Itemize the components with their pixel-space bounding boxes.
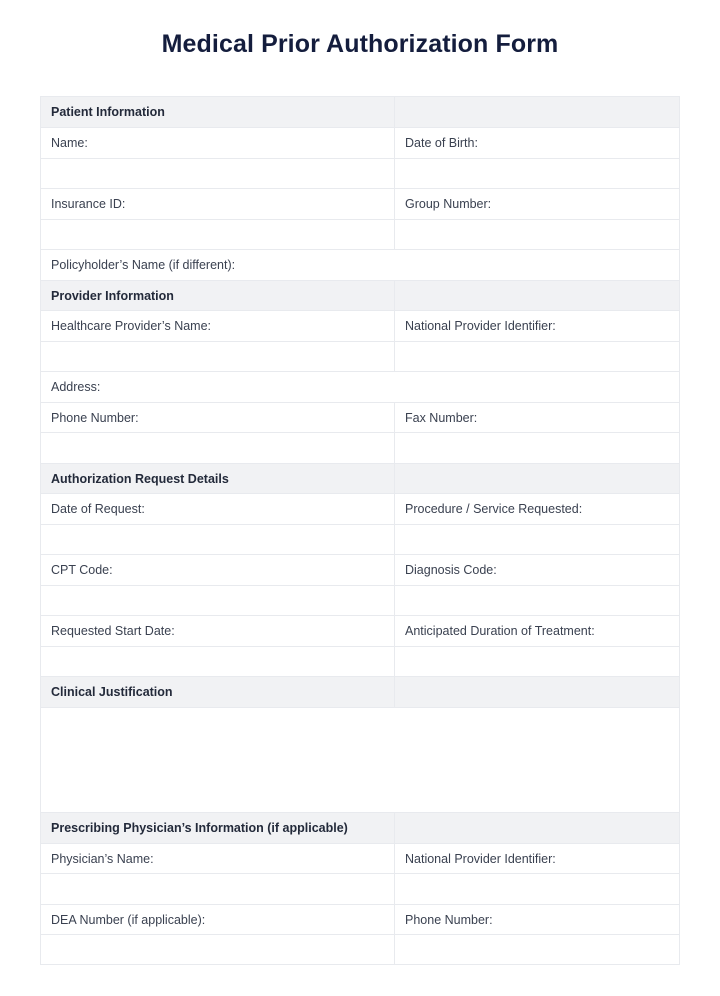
section-header-blank — [395, 813, 680, 844]
label-row — [41, 494, 680, 525]
label-dea-number: DEA Number (if applicable): — [41, 905, 395, 935]
label-insurance-id: Insurance ID: — [41, 189, 395, 220]
input-row — [41, 586, 680, 616]
label-address: Address: — [41, 372, 680, 403]
physician-name-field[interactable] — [41, 874, 395, 905]
input-row — [41, 342, 680, 372]
label-physician-phone: Phone Number: — [395, 905, 680, 935]
label-physician-name: Physician’s Name: — [41, 844, 395, 874]
section-header-physician — [41, 813, 680, 844]
label-row — [41, 555, 680, 586]
group-number-field[interactable] — [395, 220, 680, 250]
section-title-clinical: Clinical Justification — [41, 677, 395, 708]
form-title: Medical Prior Authorization Form — [161, 30, 559, 58]
label-row — [41, 372, 680, 403]
requested-start-date-field[interactable] — [41, 647, 395, 677]
section-header-blank — [395, 677, 680, 708]
label-provider-name: Healthcare Provider’s Name: — [41, 311, 395, 342]
date-of-request-field[interactable] — [41, 525, 395, 555]
physician-phone-field[interactable] — [395, 935, 680, 965]
anticipated-duration-field[interactable] — [395, 647, 680, 677]
label-diagnosis-code: Diagnosis Code: — [395, 555, 680, 586]
label-date-of-birth: Date of Birth: — [395, 128, 680, 159]
input-row — [41, 935, 680, 965]
label-group-number: Group Number: — [395, 189, 680, 220]
section-title-request: Authorization Request Details — [41, 464, 395, 494]
section-title-physician: Prescribing Physician’s Information (if applicable) — [41, 813, 395, 844]
label-row — [41, 844, 680, 874]
label-row — [41, 128, 680, 159]
input-row — [41, 433, 680, 464]
input-row — [41, 220, 680, 250]
cpt-code-field[interactable] — [41, 586, 395, 616]
input-row — [41, 525, 680, 555]
label-physician-npi: National Provider Identifier: — [395, 844, 680, 874]
section-header-blank — [395, 97, 680, 128]
input-row — [41, 874, 680, 905]
fax-number-field[interactable] — [395, 433, 680, 464]
section-header-clinical — [41, 677, 680, 708]
label-row — [41, 403, 680, 433]
clinical-justification-field[interactable] — [41, 708, 680, 813]
section-header-patient — [41, 97, 680, 128]
label-requested-start-date: Requested Start Date: — [41, 616, 395, 647]
section-header-blank — [395, 281, 680, 311]
diagnosis-code-field[interactable] — [395, 586, 680, 616]
label-policyholder-name: Policyholder’s Name (if different): — [41, 250, 680, 281]
label-fax-number: Fax Number: — [395, 403, 680, 433]
label-cpt-code: CPT Code: — [41, 555, 395, 586]
physician-npi-field[interactable] — [395, 874, 680, 905]
section-header-request — [41, 464, 680, 494]
label-phone-number: Phone Number: — [41, 403, 395, 433]
label-row — [41, 250, 680, 281]
label-row — [41, 905, 680, 935]
insurance-id-field[interactable] — [41, 220, 395, 250]
section-header-provider — [41, 281, 680, 311]
input-row — [41, 159, 680, 189]
procedure-requested-field[interactable] — [395, 525, 680, 555]
phone-number-field[interactable] — [41, 433, 395, 464]
provider-name-field[interactable] — [41, 342, 395, 372]
section-header-blank — [395, 464, 680, 494]
national-provider-identifier-field[interactable] — [395, 342, 680, 372]
label-row — [41, 616, 680, 647]
label-procedure-requested: Procedure / Service Requested: — [395, 494, 680, 525]
label-row — [41, 189, 680, 220]
label-anticipated-duration: Anticipated Duration of Treatment: — [395, 616, 680, 647]
section-title-patient: Patient Information — [41, 97, 395, 128]
label-national-provider-identifier: National Provider Identifier: — [395, 311, 680, 342]
date-of-birth-field[interactable] — [395, 159, 680, 189]
clinical-justification-row — [41, 708, 680, 813]
label-date-of-request: Date of Request: — [41, 494, 395, 525]
input-row — [41, 647, 680, 677]
name-field[interactable] — [41, 159, 395, 189]
section-title-provider: Provider Information — [41, 281, 395, 311]
authorization-form-table — [40, 96, 680, 965]
dea-number-field[interactable] — [41, 935, 395, 965]
label-row — [41, 311, 680, 342]
label-name: Name: — [41, 128, 395, 159]
